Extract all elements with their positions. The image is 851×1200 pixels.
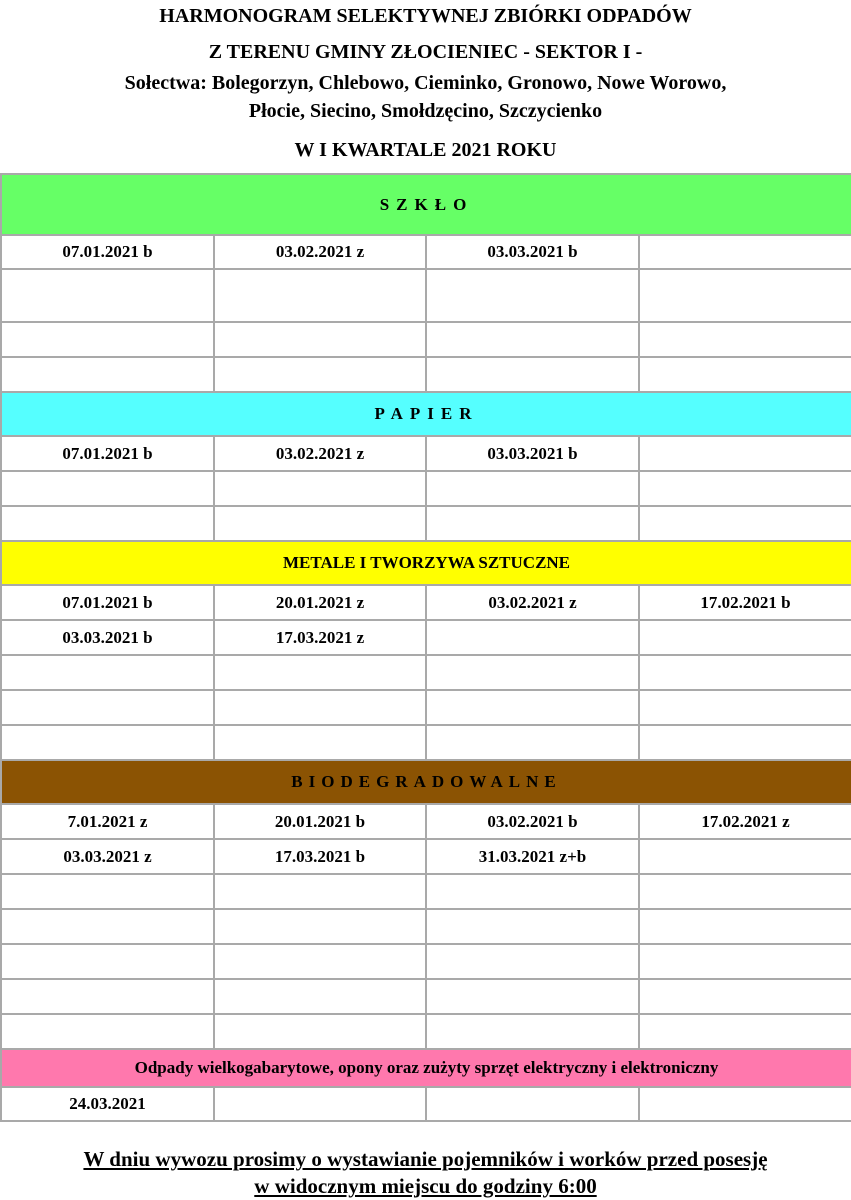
date-cell [639,690,851,725]
date-cell [214,322,426,357]
date-cell: 7.01.2021 z [1,804,214,839]
date-cell: 31.03.2021 z+b [426,839,639,874]
section-header-wielko: Odpady wielkogabarytowe, opony oraz zużyty sprzęt elektryczny i elektroniczny [1,1049,851,1087]
date-cell: 20.01.2021 z [214,585,426,620]
date-cell [639,322,851,357]
date-cell: 17.02.2021 z [639,804,851,839]
sector-title: Z TERENU GMINY ZŁOCIENIEC - SEKTOR I - [208,41,643,63]
date-cell [214,357,426,392]
date-cell [1,506,214,541]
date-cell: 03.03.2021 b [1,620,214,655]
date-cell [214,506,426,541]
date-cell: 03.02.2021 z [214,235,426,269]
table-row [1,979,851,1014]
date-cell: 24.03.2021 [1,1087,214,1121]
date-cell: 17.03.2021 b [214,839,426,874]
footer-note-line-1: W dniu wywozu prosimy o wystawianie pojemników i worków przed posesję [83,1147,768,1171]
date-cell [639,620,851,655]
section-header-papier: PAPIER [1,392,851,436]
date-cell [639,471,851,506]
date-cell: 20.01.2021 b [214,804,426,839]
footer-note-line-2: w widocznym miejscu do godziny 6:00 [254,1174,597,1198]
date-cell [214,655,426,690]
date-cell [639,909,851,944]
date-cell [639,655,851,690]
date-cell [214,944,426,979]
table-row [1,506,851,541]
date-cell: 07.01.2021 b [1,235,214,269]
date-cell [426,725,639,760]
date-cell [426,979,639,1014]
date-cell [426,269,639,322]
date-cell: 03.02.2021 z [426,585,639,620]
date-cell [214,725,426,760]
date-cell [1,909,214,944]
date-cell [426,909,639,944]
date-cell: 07.01.2021 b [1,585,214,620]
table-row [1,585,851,620]
date-cell [426,322,639,357]
date-cell [426,1014,639,1049]
date-cell [639,357,851,392]
section-header-metale: METALE I TWORZYWA SZTUCZNE [1,541,851,585]
table-row [1,436,851,471]
date-cell: 17.02.2021 b [639,585,851,620]
date-cell: 03.02.2021 z [214,436,426,471]
date-cell [639,436,851,471]
date-cell [639,1087,851,1121]
date-cell [426,471,639,506]
table-row [1,839,851,874]
date-cell [214,1014,426,1049]
schedule-table [0,173,851,1122]
table-row [1,944,851,979]
date-cell: 07.01.2021 b [1,436,214,471]
date-cell [639,725,851,760]
table-row [1,725,851,760]
date-cell [639,944,851,979]
table-row [1,1087,851,1121]
date-cell [1,690,214,725]
date-cell [1,269,214,322]
date-cell [426,357,639,392]
date-cell [1,979,214,1014]
table-row [1,471,851,506]
date-cell [426,944,639,979]
date-cell [214,471,426,506]
villages-line-1: Sołectwa: Bolegorzyn, Chlebowo, Cieminko, Gronowo, Nowe Worowo, [124,72,727,94]
date-cell: 03.03.2021 z [1,839,214,874]
date-cell [639,839,851,874]
date-cell [214,269,426,322]
date-cell [214,909,426,944]
date-cell [639,235,851,269]
date-cell [1,874,214,909]
table-row [1,1014,851,1049]
table-row [1,269,851,322]
table-row [1,322,851,357]
date-cell [426,655,639,690]
section-header-szklo: SZKŁO [1,174,851,235]
date-cell: 03.03.2021 b [426,436,639,471]
section-header-bio: BIODEGRADOWALNE [1,760,851,804]
date-cell [426,874,639,909]
date-cell [214,874,426,909]
date-cell [639,269,851,322]
date-cell [1,1014,214,1049]
table-row [1,357,851,392]
date-cell [1,357,214,392]
date-cell [214,1087,426,1121]
table-row [1,804,851,839]
table-row [1,235,851,269]
date-cell [1,725,214,760]
table-row [1,655,851,690]
villages-line-2: Płocie, Siecino, Smołdzęcino, Szczycienko [248,100,603,122]
date-cell [426,620,639,655]
date-cell [214,690,426,725]
date-cell [639,1014,851,1049]
table-row [1,620,851,655]
date-cell [639,979,851,1014]
date-cell [1,655,214,690]
date-cell [1,322,214,357]
date-cell: 17.03.2021 z [214,620,426,655]
date-cell [1,944,214,979]
document-title: HARMONOGRAM SELEKTYWNEJ ZBIÓRKI ODPADÓW [159,5,692,27]
date-cell: 03.03.2021 b [426,235,639,269]
table-row [1,909,851,944]
date-cell [214,979,426,1014]
date-cell [426,690,639,725]
table-row [1,690,851,725]
date-cell: 03.02.2021 b [426,804,639,839]
date-cell [639,506,851,541]
date-cell [1,471,214,506]
date-cell [426,506,639,541]
table-row [1,874,851,909]
quarter-title: W I KWARTALE 2021 ROKU [294,139,557,161]
date-cell [426,1087,639,1121]
date-cell [639,874,851,909]
